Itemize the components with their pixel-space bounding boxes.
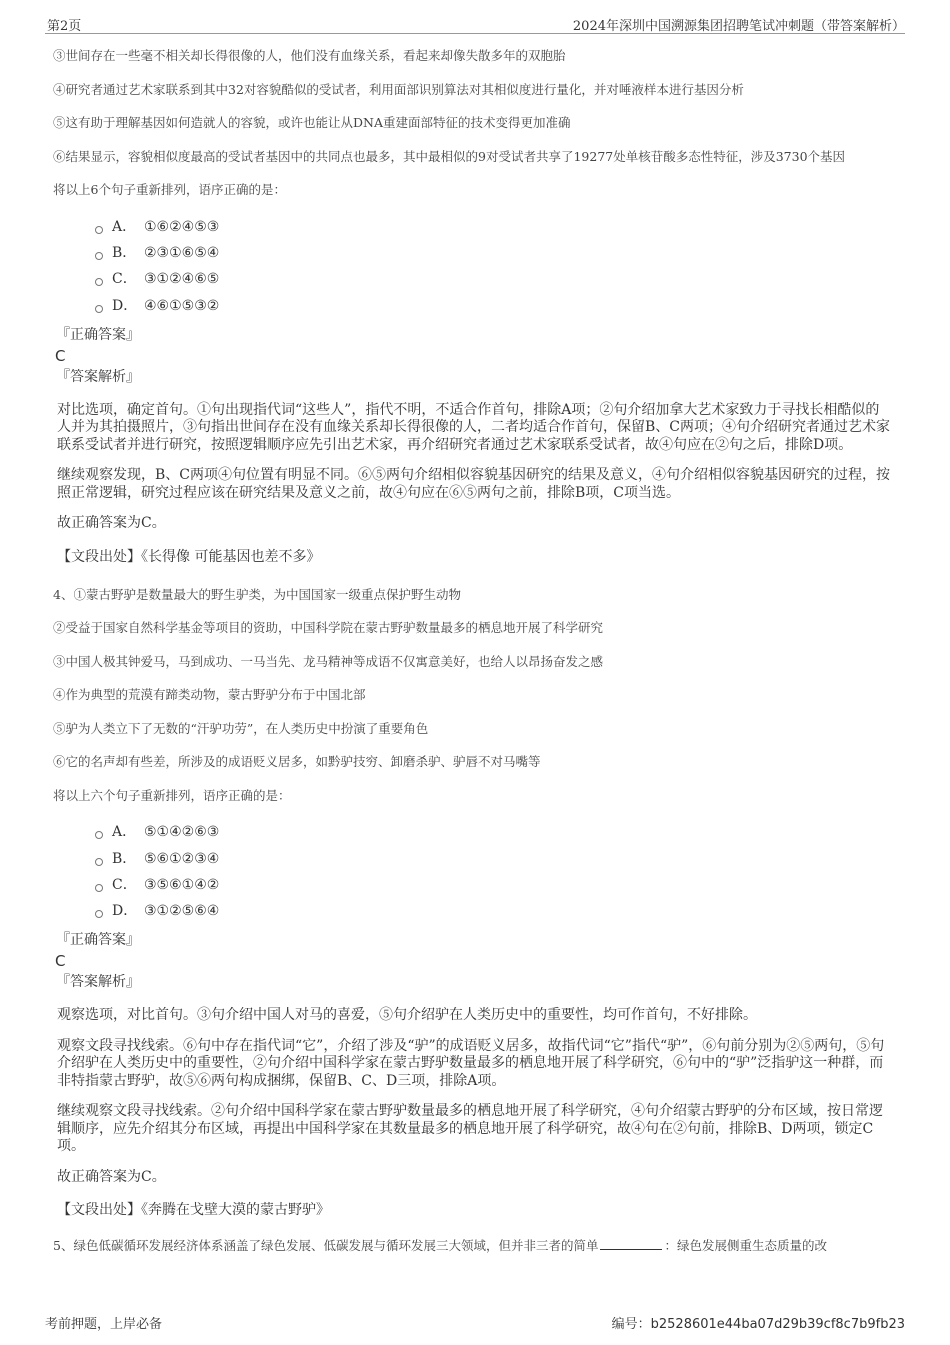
page-number: 第2页: [47, 19, 82, 34]
footer-slogan: 考前押题，上岸必备: [45, 1317, 163, 1332]
radio-icon[interactable]: [95, 305, 103, 313]
option-letter: C．: [112, 876, 137, 893]
option-letter: D．: [112, 297, 138, 314]
question-5: [53, 1236, 903, 1256]
explanation-label: 『答案解析』: [56, 368, 140, 385]
question-4: [53, 585, 903, 1221]
sentence-4: ④研究者通过艺术家联系到其中32对容貌酷似的受试者，利用面部识别算法对其相似度进行量化，并对唾液样本进行基因分析: [53, 81, 744, 97]
option-text: ④⑥①⑤③②: [144, 297, 220, 314]
option-text: ③①②④⑥⑤: [144, 271, 220, 288]
radio-icon[interactable]: [95, 910, 103, 918]
options-list: [95, 214, 903, 319]
sentence-6: ⑥它的名声却有些差，所涉及的成语贬义居多，如黔驴技穷、卸磨杀驴、驴唇不对马嘴等: [53, 754, 541, 770]
explanation-paragraph: 对比选项，确定首句。①句出现指代词“这些人”，指代不明，不适合作首句，排除A项；②句介绍加拿大艺术家致力于寻找长相酷似的人并为其拍摄照片，③句指出世间存在没有血缘关系却长得很像的人，二者均适合作首句，保留B、C两项；④句介绍研究者通过艺术家联系受试者并进行研究，按照逻辑顺序应先引出艺术家，再介绍研究者通过艺术家联系受试者，故④句应在②句之后，排除D项。: [57, 401, 890, 453]
code-value: b2528601e44ba07d29b39cf8c7b9fb23: [650, 1317, 905, 1332]
sentence-5: ⑤这有助于理解基因如何造就人的容貌，或许也能让从DNA重建面部特征的技术变得更加准确: [53, 115, 571, 130]
radio-icon[interactable]: [95, 858, 103, 866]
explanation-label: 『答案解析』: [56, 974, 140, 991]
option-b[interactable]: [95, 240, 903, 266]
answer-label: 『正确答案』: [56, 326, 140, 343]
option-text: ②③①⑥⑤④: [144, 244, 220, 261]
sentence-2: ②受益于国家自然科学基金等项目的资助，中国科学院在蒙古野驴数量最多的栖息地开展了科学研究: [53, 620, 604, 636]
option-letter: A．: [112, 218, 137, 235]
answer-value: C: [55, 952, 66, 971]
option-text: ③⑤⑥①④②: [144, 876, 220, 893]
radio-icon[interactable]: [95, 884, 103, 892]
fill-blank: [600, 1237, 662, 1250]
code-label: 编号：: [611, 1317, 651, 1332]
option-letter: B．: [112, 850, 137, 867]
source-citation: 【文段出处】《长得像 可能基因也差不多》: [57, 548, 321, 565]
option-letter: C．: [112, 271, 137, 288]
option-a[interactable]: [95, 214, 903, 240]
option-a[interactable]: [95, 819, 903, 845]
main-content: [53, 46, 903, 1270]
question-text: 5、绿色低碳循环发展经济体系涵盖了绿色发展、低碳发展与循环发展三大领域，但并非三者的简单: [53, 1238, 599, 1254]
page-header: [0, 0, 950, 34]
option-letter: A．: [112, 824, 137, 841]
option-d[interactable]: [95, 898, 903, 924]
explanation-paragraph: 故正确答案为C。: [57, 515, 166, 532]
explanation-paragraph: 继续观察文段寻找线索。②句介绍中国科学家在蒙古野驴数量最多的栖息地开展了科学研究，④句介绍蒙古野驴的分布区域，按日常逻辑顺序，应先介绍其分布区域，再提出中国科学家在其数量最多的栖息地开展了科学研究，故④句在②句前，排除B、D两项，锁定C项。: [57, 1103, 883, 1155]
option-d[interactable]: [95, 292, 903, 318]
option-text: ⑤①④②⑥③: [144, 824, 220, 841]
option-letter: B．: [112, 244, 137, 261]
sentence-5: ⑤驴为人类立下了无数的“汗驴功劳”，在人类历史中扮演了重要角色: [53, 720, 429, 736]
option-text: ①⑥②④⑤③: [144, 218, 220, 235]
sentence-4: ④作为典型的荒漠有蹄类动物，蒙古野驴分布于中国北部: [53, 687, 366, 703]
question-text-continued: ：绿色发展侧重生态质量的改: [664, 1238, 827, 1254]
option-letter: D．: [112, 903, 138, 920]
header-divider: [45, 33, 905, 34]
option-c[interactable]: [95, 872, 903, 898]
question-prompt: 将以上六个句子重新排列，语序正确的是：: [53, 787, 291, 803]
explanation-paragraph: 故正确答案为C。: [57, 1168, 166, 1185]
radio-icon[interactable]: [95, 831, 103, 839]
option-text: ③①②⑤⑥④: [144, 903, 220, 920]
sentence-3: ③世间存在一些毫不相关却长得很像的人，他们没有血缘关系，看起来却像失散多年的双胞胎: [53, 48, 566, 63]
sentence-1: 4、①蒙古野驴是数量最大的野生驴类，为中国国家一级重点保护野生动物: [53, 586, 461, 602]
footer-code: [612, 1313, 905, 1332]
radio-icon[interactable]: [95, 278, 103, 286]
sentence-6: ⑥结果显示，容貌相似度最高的受试者基因中的共同点也最多，其中最相似的9对受试者共享了19277处单核苷酸多态性特征，涉及3730个基因: [53, 148, 846, 164]
source-citation: 【文段出处】《奔腾在戈壁大漠的蒙古野驴》: [57, 1202, 330, 1219]
option-b[interactable]: [95, 845, 903, 871]
explanation-paragraph: 观察选项，对比首句。③句介绍中国人对马的喜爱，⑤句介绍驴在人类历史中的重要性，均可作首句，不好排除。: [57, 1007, 757, 1024]
option-text: ⑤⑥①②③④: [144, 850, 220, 867]
question-prompt: 将以上6个句子重新排列，语序正确的是：: [53, 182, 286, 197]
answer-value: C: [55, 346, 66, 365]
answer-label: 『正确答案』: [56, 932, 140, 949]
explanation-paragraph: 继续观察发现，B、C两项④句位置有明显不同。⑥⑤两句介绍相似容貌基因研究的结果及意义，④句介绍相似容貌基因研究的过程，按照正常逻辑，研究过程应该在研究结果及意义之前，故④句应在⑥⑤两句之前，排除B项，C项当选。: [57, 467, 890, 501]
options-list: [95, 819, 903, 924]
question-3: [53, 46, 903, 567]
radio-icon[interactable]: [95, 226, 103, 234]
sentence-3: ③中国人极其钟爱马，马到成功、一马当先、龙马精神等成语不仅寓意美好，也给人以昂扬奋发之感: [53, 653, 604, 669]
document-title: 2024年深圳中国溯源集团招聘笔试冲刺题（带答案解析）: [572, 19, 905, 34]
explanation-paragraph: 观察文段寻找线索。⑥句中存在指代词“它”，介绍了涉及“驴”的成语贬义居多，故指代词“它”指代“驴”，⑥句前分别为②⑤两句，⑤句介绍驴在人类历史中的重要性，②句介绍中国科学家在蒙古野驴数量最多的栖息地开展了科学研究，⑥句中的“驴”泛指驴这一种群，而非特指蒙古野驴，故⑤⑥两句构成捆绑，保留B、C、D三项，排除A项。: [57, 1037, 885, 1089]
radio-icon[interactable]: [95, 252, 103, 260]
option-c[interactable]: [95, 266, 903, 292]
